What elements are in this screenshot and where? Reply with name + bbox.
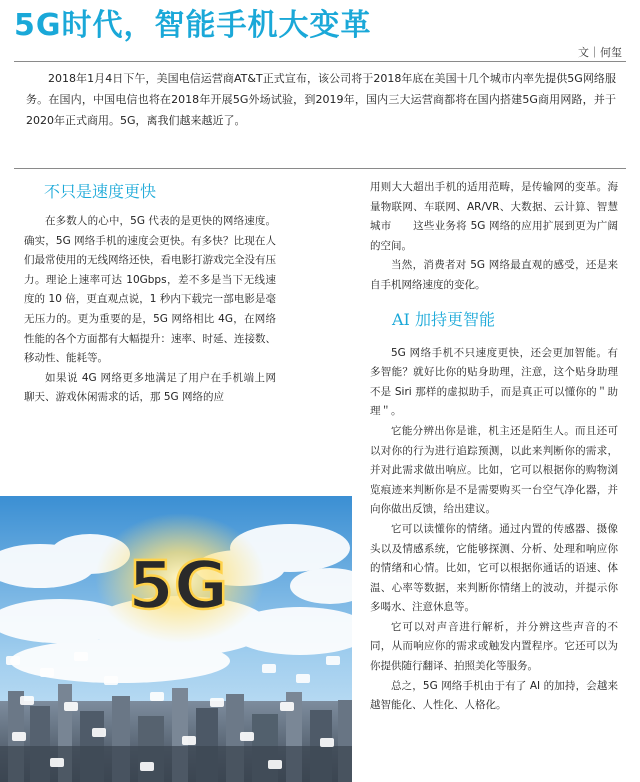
right-column bbox=[370, 178, 618, 716]
section-heading-speed: 不只是速度更快 bbox=[44, 182, 157, 201]
section-heading-ai: AI 加持更智能 bbox=[392, 309, 495, 329]
body-paragraph-continued: 用则大大超出手机的适用范畴，是传输网的变革。海量物联网、车联网、AR/VR、大数据、云计算、智慧城市 这些业务将 5G 网络的应用扩展到更为广阔的空间。 bbox=[370, 181, 618, 252]
article-title: 5G时代，智能手机大变革 bbox=[14, 8, 372, 43]
5g-city-illustration bbox=[0, 496, 352, 782]
body-paragraph: 它可以读懂你的情绪。通过内置的传感器、摄像头以及情感系统，它能够探测、分析、处理和响应你的情绪和心情。比如，它可以根据你通话的语速、体温、心率等数据，来判断你情绪上的波动，并提示你多喝水、注意休息等。 bbox=[370, 522, 618, 614]
intro-paragraph: 2018年1月4日下午，美国电信运营商AT&T正式宣布，该公司将于2018年底在美国十几个城市内率先提供5G网络服务。在国内，中国电信也将在2018年开展5G外场试验，到2019年，国内三大运营商都将在国内搭建5G商用网路，并于2020年正式商用。5G，离我们越来越近了。 bbox=[26, 72, 616, 127]
left-column bbox=[24, 178, 276, 408]
5g-city-photo bbox=[0, 496, 352, 782]
body-paragraph: 当然，消费者对 5G 网络最直观的感受，还是来自手机网络速度的变化。 bbox=[370, 259, 618, 291]
body-paragraph: 如果说 4G 网络更多地满足了用户在手机端上网聊天、游戏休闲需求的话，那 5G 网络的应 bbox=[24, 371, 276, 404]
body-paragraph: 5G 网络手机不只速度更快，还会更加智能。有多智能？就好比你的贴身助理，注意，这个贴身助理不是 Siri 那样的虚拟助手，而是真正可以懂你的＂助理＂。 bbox=[370, 346, 618, 418]
body-paragraph: 它能分辨出你是谁，机主还是陌生人。而且还可以对你的行为进行追踪预测，以此来判断你的需求，并对此需求做出响应。比如，它可以根据你的购物浏览痕迹来判断你是不是需要购买一台空气净化器，并向你做出反馈，给出建议。 bbox=[370, 424, 618, 516]
byline: 文｜何玺 bbox=[578, 46, 622, 59]
body-paragraph: 总之，5G 网络手机由于有了 AI 的加持，会越来越智能化、人性化、人格化。 bbox=[370, 679, 618, 712]
body-paragraph: 在多数人的心中，5G 代表的是更快的网络速度。确实，5G 网络手机的速度会更快。有多快？比现在人们最常使用的无线网络还快，看电影打游戏完全没有压力。理论上速率可达 10Gbps，差不多是当下无线速度的 10 倍，更直观点说，1 秒内下载完一部电影是毫无压力的。更为重要的是，5G 网络相比 4G，在网络性能的各个方面都有大幅提升：速率、时延、连接数、移动性、能耗等。 bbox=[24, 215, 276, 365]
top-divider bbox=[14, 61, 626, 62]
section-divider bbox=[14, 168, 626, 169]
body-paragraph: 它可以对声音进行解析，并分辨这些声音的不同，从而响应你的需求或触发内置程序。它还可以为你提供随行翻译、拍照美化等服务。 bbox=[370, 620, 618, 673]
5g-logo-text: 5G bbox=[127, 547, 229, 624]
